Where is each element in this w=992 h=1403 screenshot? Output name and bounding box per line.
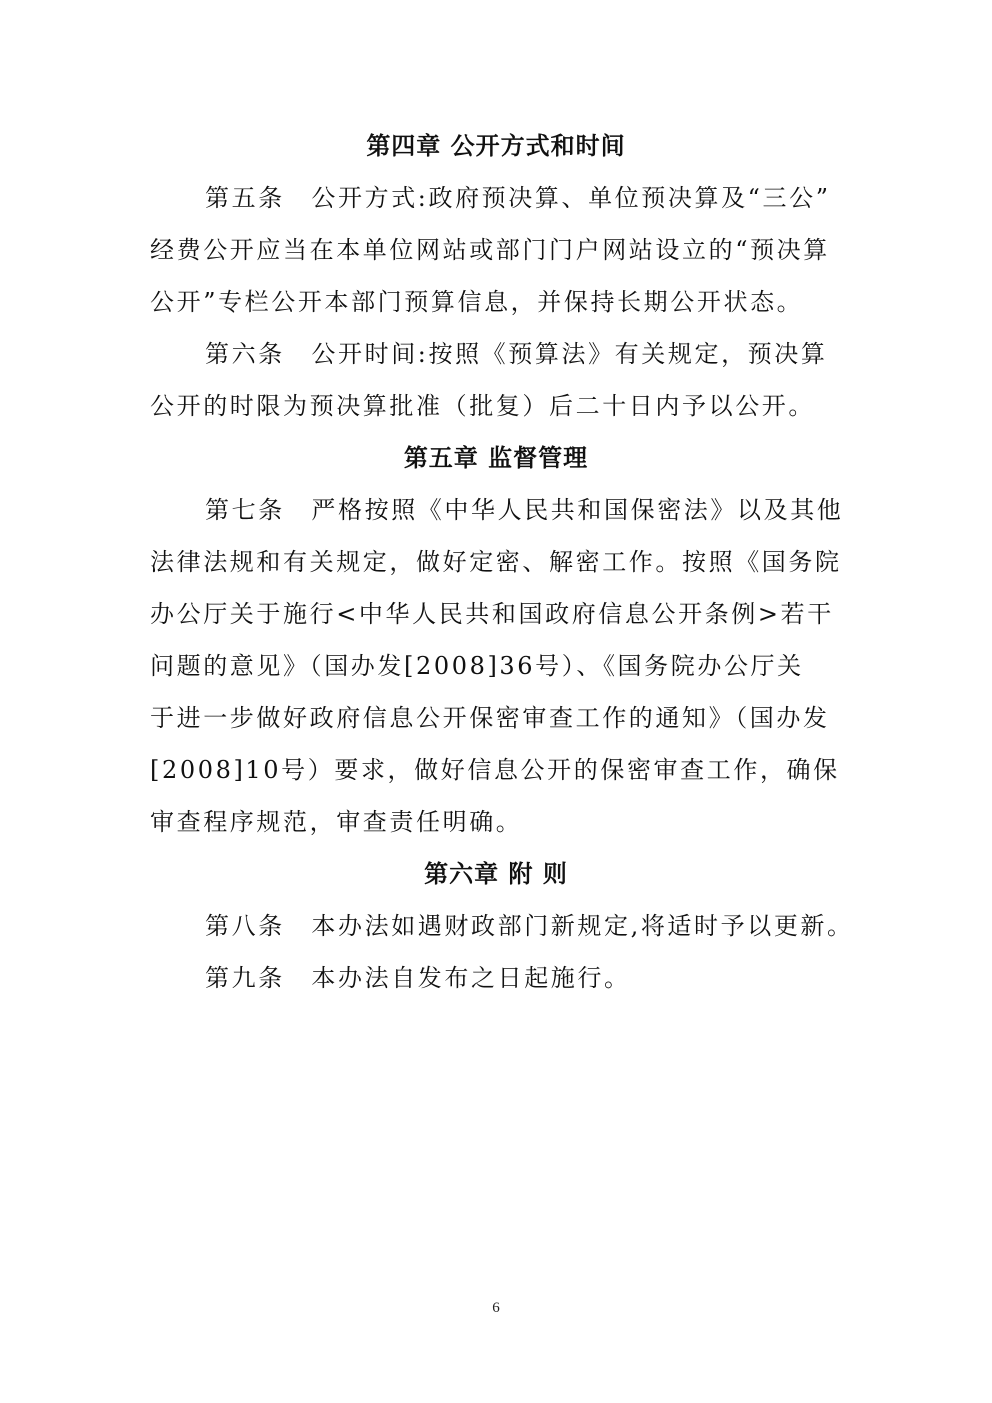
article-5-line-3: 公开”专栏公开本部门预算信息，并保持长期公开状态。: [150, 288, 804, 316]
article-7-line-1: 第七条 严格按照《中华人民共和国保密法》以及其他: [205, 496, 844, 524]
article-7-line-5: 于进一步做好政府信息公开保密审查工作的通知》（国办发: [150, 704, 830, 732]
chapter-heading-6: 第六章 附 则: [424, 860, 568, 888]
article-5-line-1: 第五条 公开方式:政府预决算、单位预决算及“三公”: [205, 184, 831, 212]
article-7-line-2: 法律法规和有关规定，做好定密、解密工作。按照《国务院: [150, 548, 842, 576]
article-9-line-1: 第九条 本办法自发布之日起施行。: [205, 964, 631, 992]
page-number: 6: [492, 1300, 500, 1316]
article-7-line-6: [2008]10号）要求，做好信息公开的保密审查工作，确保: [150, 756, 840, 784]
article-6-line-2: 公开的时限为预决算批准（批复）后二十日内予以公开。: [150, 392, 815, 420]
article-7-line-4: 问题的意见》（国办发[2008]36号）、《国务院办公厅关: [150, 652, 804, 680]
article-7-line-7: 审查程序规范，审查责任明确。: [150, 808, 523, 836]
chapter-heading-4: 第四章 公开方式和时间: [366, 132, 626, 160]
article-7-line-3: 办公厅关于施行<中华人民共和国政府信息公开条例>若干: [150, 600, 834, 628]
chapter-heading-5: 第五章 监督管理: [403, 444, 589, 472]
article-6-line-1: 第六条 公开时间:按照《预算法》有关规定，预决算: [205, 340, 828, 368]
article-5-line-2: 经费公开应当在本单位网站或部门门户网站设立的“预决算: [150, 236, 830, 264]
article-8-line-1: 第八条 本办法如遇财政部门新规定,将适时予以更新。: [205, 912, 854, 940]
